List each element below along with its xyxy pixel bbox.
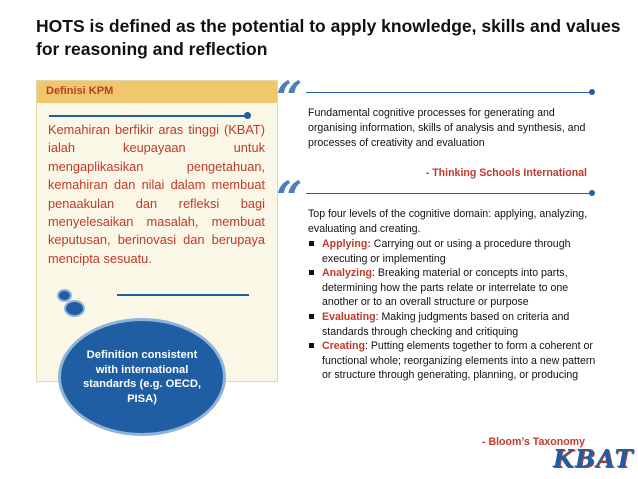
quote-mark-1: “ <box>276 71 303 125</box>
level-term: Applying: <box>322 238 371 250</box>
level-term: Analyzing <box>322 267 373 280</box>
level-description: : Putting elements together to form a coherent or functional whole; reorganizing elements into a new pattern or structure through generating, planning, or producing <box>322 340 596 382</box>
quote-1-divider-dot <box>589 89 595 95</box>
list-item <box>308 237 600 266</box>
list-item <box>308 339 600 383</box>
callout-text: Definition consistent with international standards (e.g. OECD, PISA) <box>82 349 202 405</box>
quote-1-attribution: - Thinking Schools International <box>425 167 587 179</box>
quote-mark-2: “ <box>276 171 303 225</box>
quote-1-text: Fundamental cognitive processes for generating and organising information, skills of analysis and synthesis, and processes of creativity and evaluation <box>308 107 586 149</box>
bloom-levels-list <box>308 237 600 383</box>
bullet-square-icon <box>309 314 314 319</box>
kpm-definition-text: Kemahiran berfikir aras tinggi (KBAT) ialah keupayaan untuk mengaplikasikan pengetahuan, kemahiran dan nilai dalam membuat penaakulan dan refleksi bagi menyelesaikan masalah, membuat keputusan, berinovasi dan berupaya mencipta sesuatu. <box>48 122 265 266</box>
level-description: Carrying out or using a procedure through executing or implementing <box>322 238 571 265</box>
thought-bubble-medium <box>64 300 85 317</box>
quote-2-divider-dot <box>589 190 595 196</box>
bullet-square-icon <box>309 241 314 246</box>
callout-cloud <box>58 318 226 436</box>
quote-2-intro: Top four levels of the cognitive domain: applying, analyzing, evaluating and creating. <box>308 208 588 235</box>
list-item <box>308 266 600 310</box>
bullet-square-icon <box>309 343 314 348</box>
quote-2-attribution: - Bloom’s Taxonomy <box>481 436 585 448</box>
divider-top-dot <box>244 112 251 119</box>
level-term: Evaluating <box>322 310 376 323</box>
panel-header <box>37 81 277 103</box>
quote-2-divider <box>306 193 590 194</box>
level-description: : Making judgments based on criteria and standards through checking and critiquing <box>322 310 570 338</box>
list-item <box>308 310 600 339</box>
bullet-square-icon <box>309 270 314 275</box>
level-description: : Breaking material or concepts into parts, determining how the parts relate or interrelate to one another or to an overall structure or purpose <box>322 267 569 309</box>
level-term: Creating <box>322 340 365 353</box>
slide-title: HOTS is defined as the potential to apply knowledge, skills and values for reasoning and reflection <box>36 16 621 59</box>
kbat-logo: KBAT <box>553 444 634 473</box>
panel-header-label: Definisi KPM <box>46 85 114 97</box>
divider-top <box>49 115 247 117</box>
quote-1-divider <box>306 92 590 93</box>
divider-bottom <box>117 294 249 296</box>
